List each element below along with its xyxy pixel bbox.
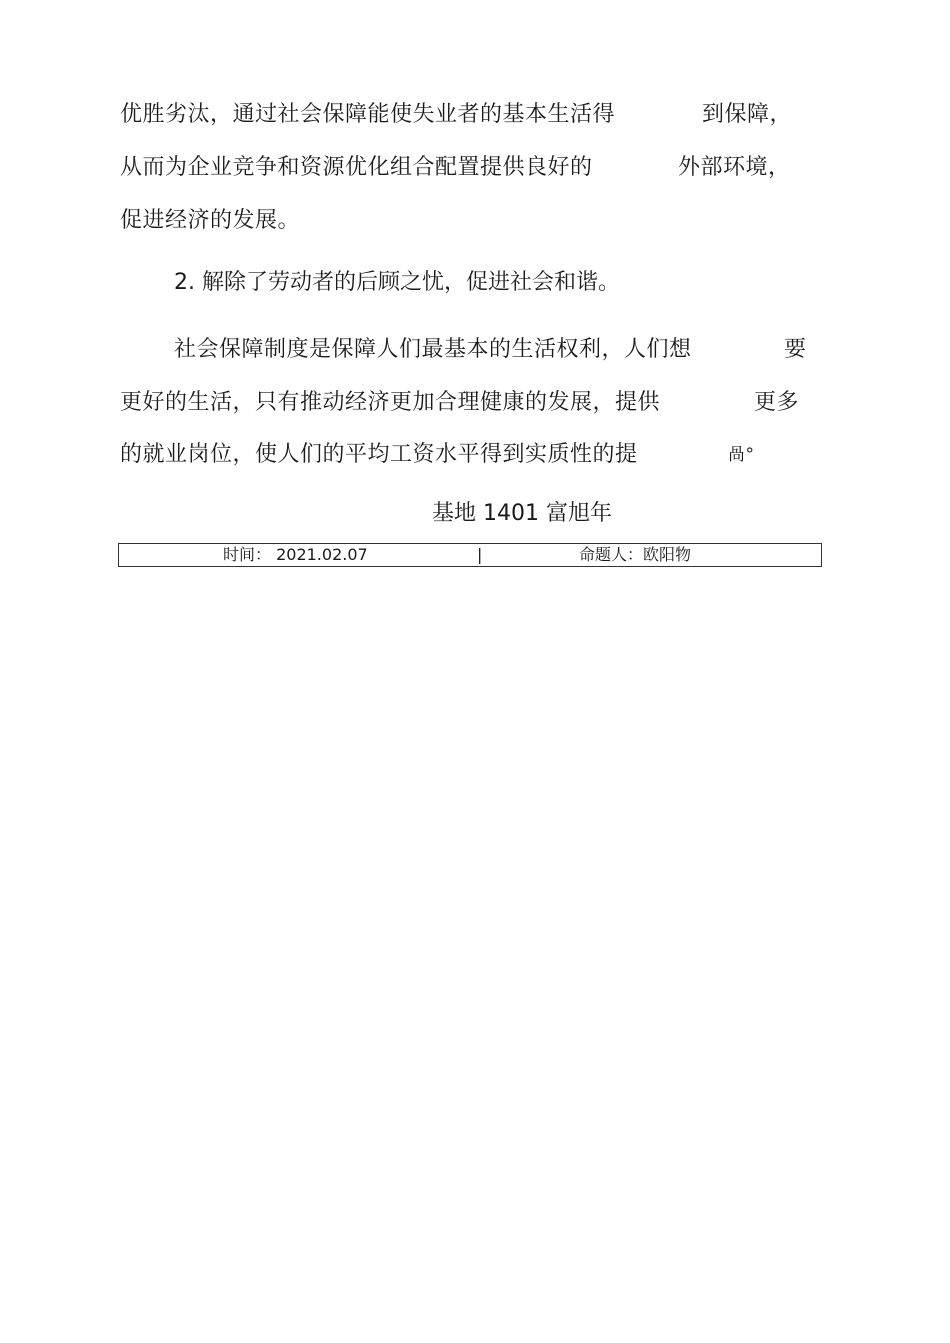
footer-time: 时间： 2021.02.07 xyxy=(223,545,368,564)
paragraph2-line1-right: 要 xyxy=(784,337,807,362)
paragraph1-line1-left: 优胜劣汰，通过社会保障能使失业者的基本生活得 xyxy=(120,102,616,127)
paragraph2-line3-left: 的就业岗位，使人们的平均工资水平得到实质性的提 xyxy=(120,442,638,467)
point-2-heading: 2. 解除了劳动者的后顾之忧，促进社会和谐。 xyxy=(174,270,620,295)
paragraph2-line1-left: 社会保障制度是保障人们最基本的生活权利，人们想 xyxy=(174,337,692,362)
signature-line: 基地 1401 富旭年 xyxy=(432,501,612,526)
footer-separator: | xyxy=(477,545,483,564)
paragraph2-line3-right: 咼° xyxy=(728,445,755,465)
paragraph1-line1-right: 到保障， xyxy=(702,102,793,127)
paragraph1-line3-text: 促进经济的发展。 xyxy=(120,208,301,233)
footer-info-box xyxy=(118,543,822,567)
paragraph2-line2-left: 更好的生活，只有推动经济更加合理健康的发展，提供 xyxy=(120,390,661,415)
paragraph1-line2-right: 外部环境， xyxy=(678,155,791,180)
paragraph2-line2-right: 更多 xyxy=(754,390,800,415)
paragraph1-line2-left: 从而为企业竞争和资源优化组合配置提供良好的 xyxy=(120,155,593,180)
footer-author: 命题人：欧阳物 xyxy=(579,545,692,564)
